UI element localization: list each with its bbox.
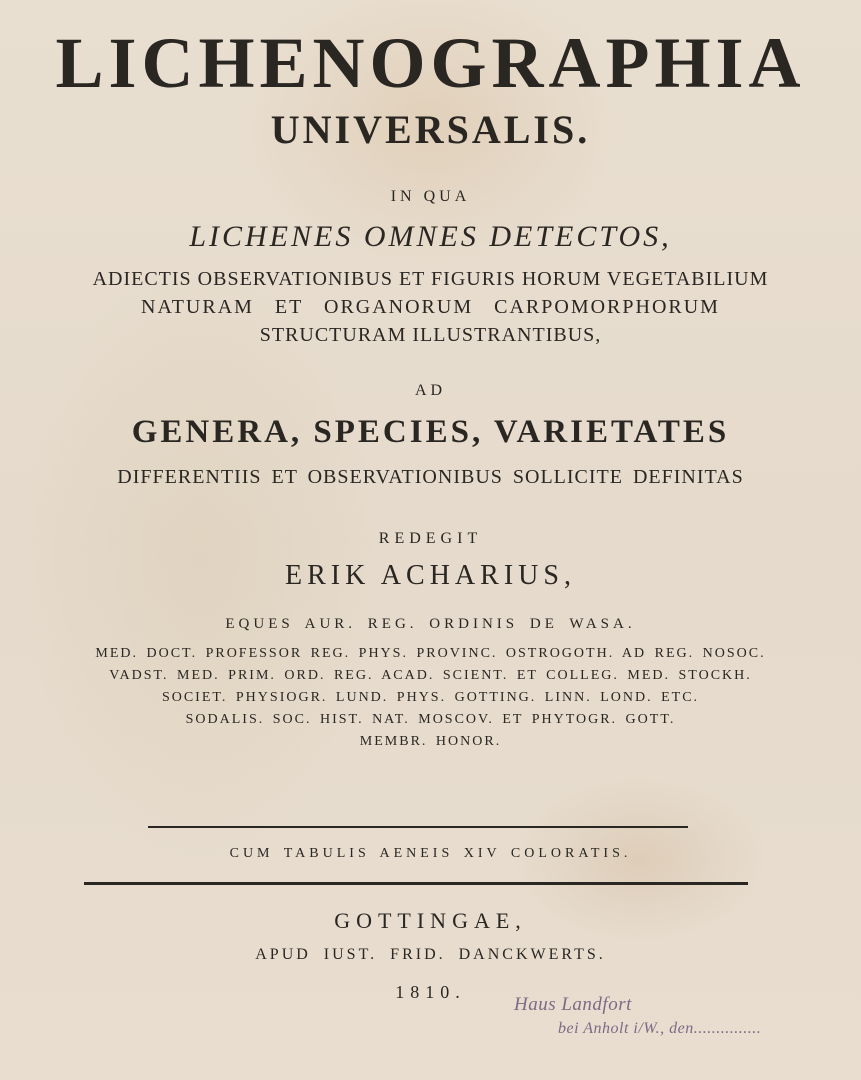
credential-line: MED. DOCT. PROFESSOR REG. PHYS. PROVINC. OSTROGOTH. AD REG. NOSOC.	[95, 646, 766, 661]
description-line-1: ADIECTIS OBSERVATIONIBUS ET FIGURIS HORUM VEGETABILIUM	[92, 268, 769, 290]
book-subtitle: UNIVERSALIS.	[270, 107, 591, 152]
credential-line: SODALIS. SOC. HIST. NAT. MOSCOV. ET PHYTOGR. GOTT.	[185, 712, 676, 727]
redegit-line: REDEGIT	[378, 530, 483, 547]
lichenes-line: LICHENES OMNES DETECTOS,	[189, 220, 672, 253]
ownership-stamp	[500, 990, 830, 1060]
stamp-line-1: Haus Landfort	[514, 994, 632, 1015]
genera-line: GENERA, SPECIES, VARIETATES	[131, 414, 730, 450]
top-divider-rule	[148, 826, 688, 828]
author-name: ERIK ACHARIUS,	[285, 560, 576, 591]
description-line-3: STRUCTURAM ILLUSTRANTIBUS,	[259, 324, 602, 346]
year-line: 1810.	[395, 982, 466, 1002]
differentiis-line: DIFFERENTIIS ET OBSERVATIONIBUS SOLLICITE DEFINITAS	[117, 466, 744, 488]
credential-line: SOCIET. PHYSIOGR. LUND. PHYS. GOTTING. LINN. LOND. ETC.	[161, 690, 700, 705]
credential-line: VADST. MED. PRIM. ORD. REG. ACAD. SCIENT. ET COLLEG. MED. STOCKH.	[109, 668, 752, 683]
bottom-divider-rule	[84, 882, 748, 885]
description-line-2: NATURAM ET ORGANORUM CARPOMORPHORUM	[141, 296, 720, 318]
publisher-line: APUD IUST. FRID. DANCKWERTS.	[255, 946, 606, 963]
tabulis-line: CUM TABULIS AENEIS XIV COLORATIS.	[229, 846, 632, 861]
in-qua-line: IN QUA	[390, 188, 471, 205]
ad-line: AD	[414, 382, 447, 399]
place-line: GOTTINGAE,	[334, 908, 527, 933]
eques-line: EQUES AUR. REG. ORDINIS DE WASA.	[225, 616, 636, 632]
credential-line: MEMBR. HONOR.	[359, 734, 502, 749]
stamp-line-2: bei Anholt i/W., den...............	[558, 1020, 762, 1037]
book-title: LICHENOGRAPHIA	[55, 23, 806, 103]
